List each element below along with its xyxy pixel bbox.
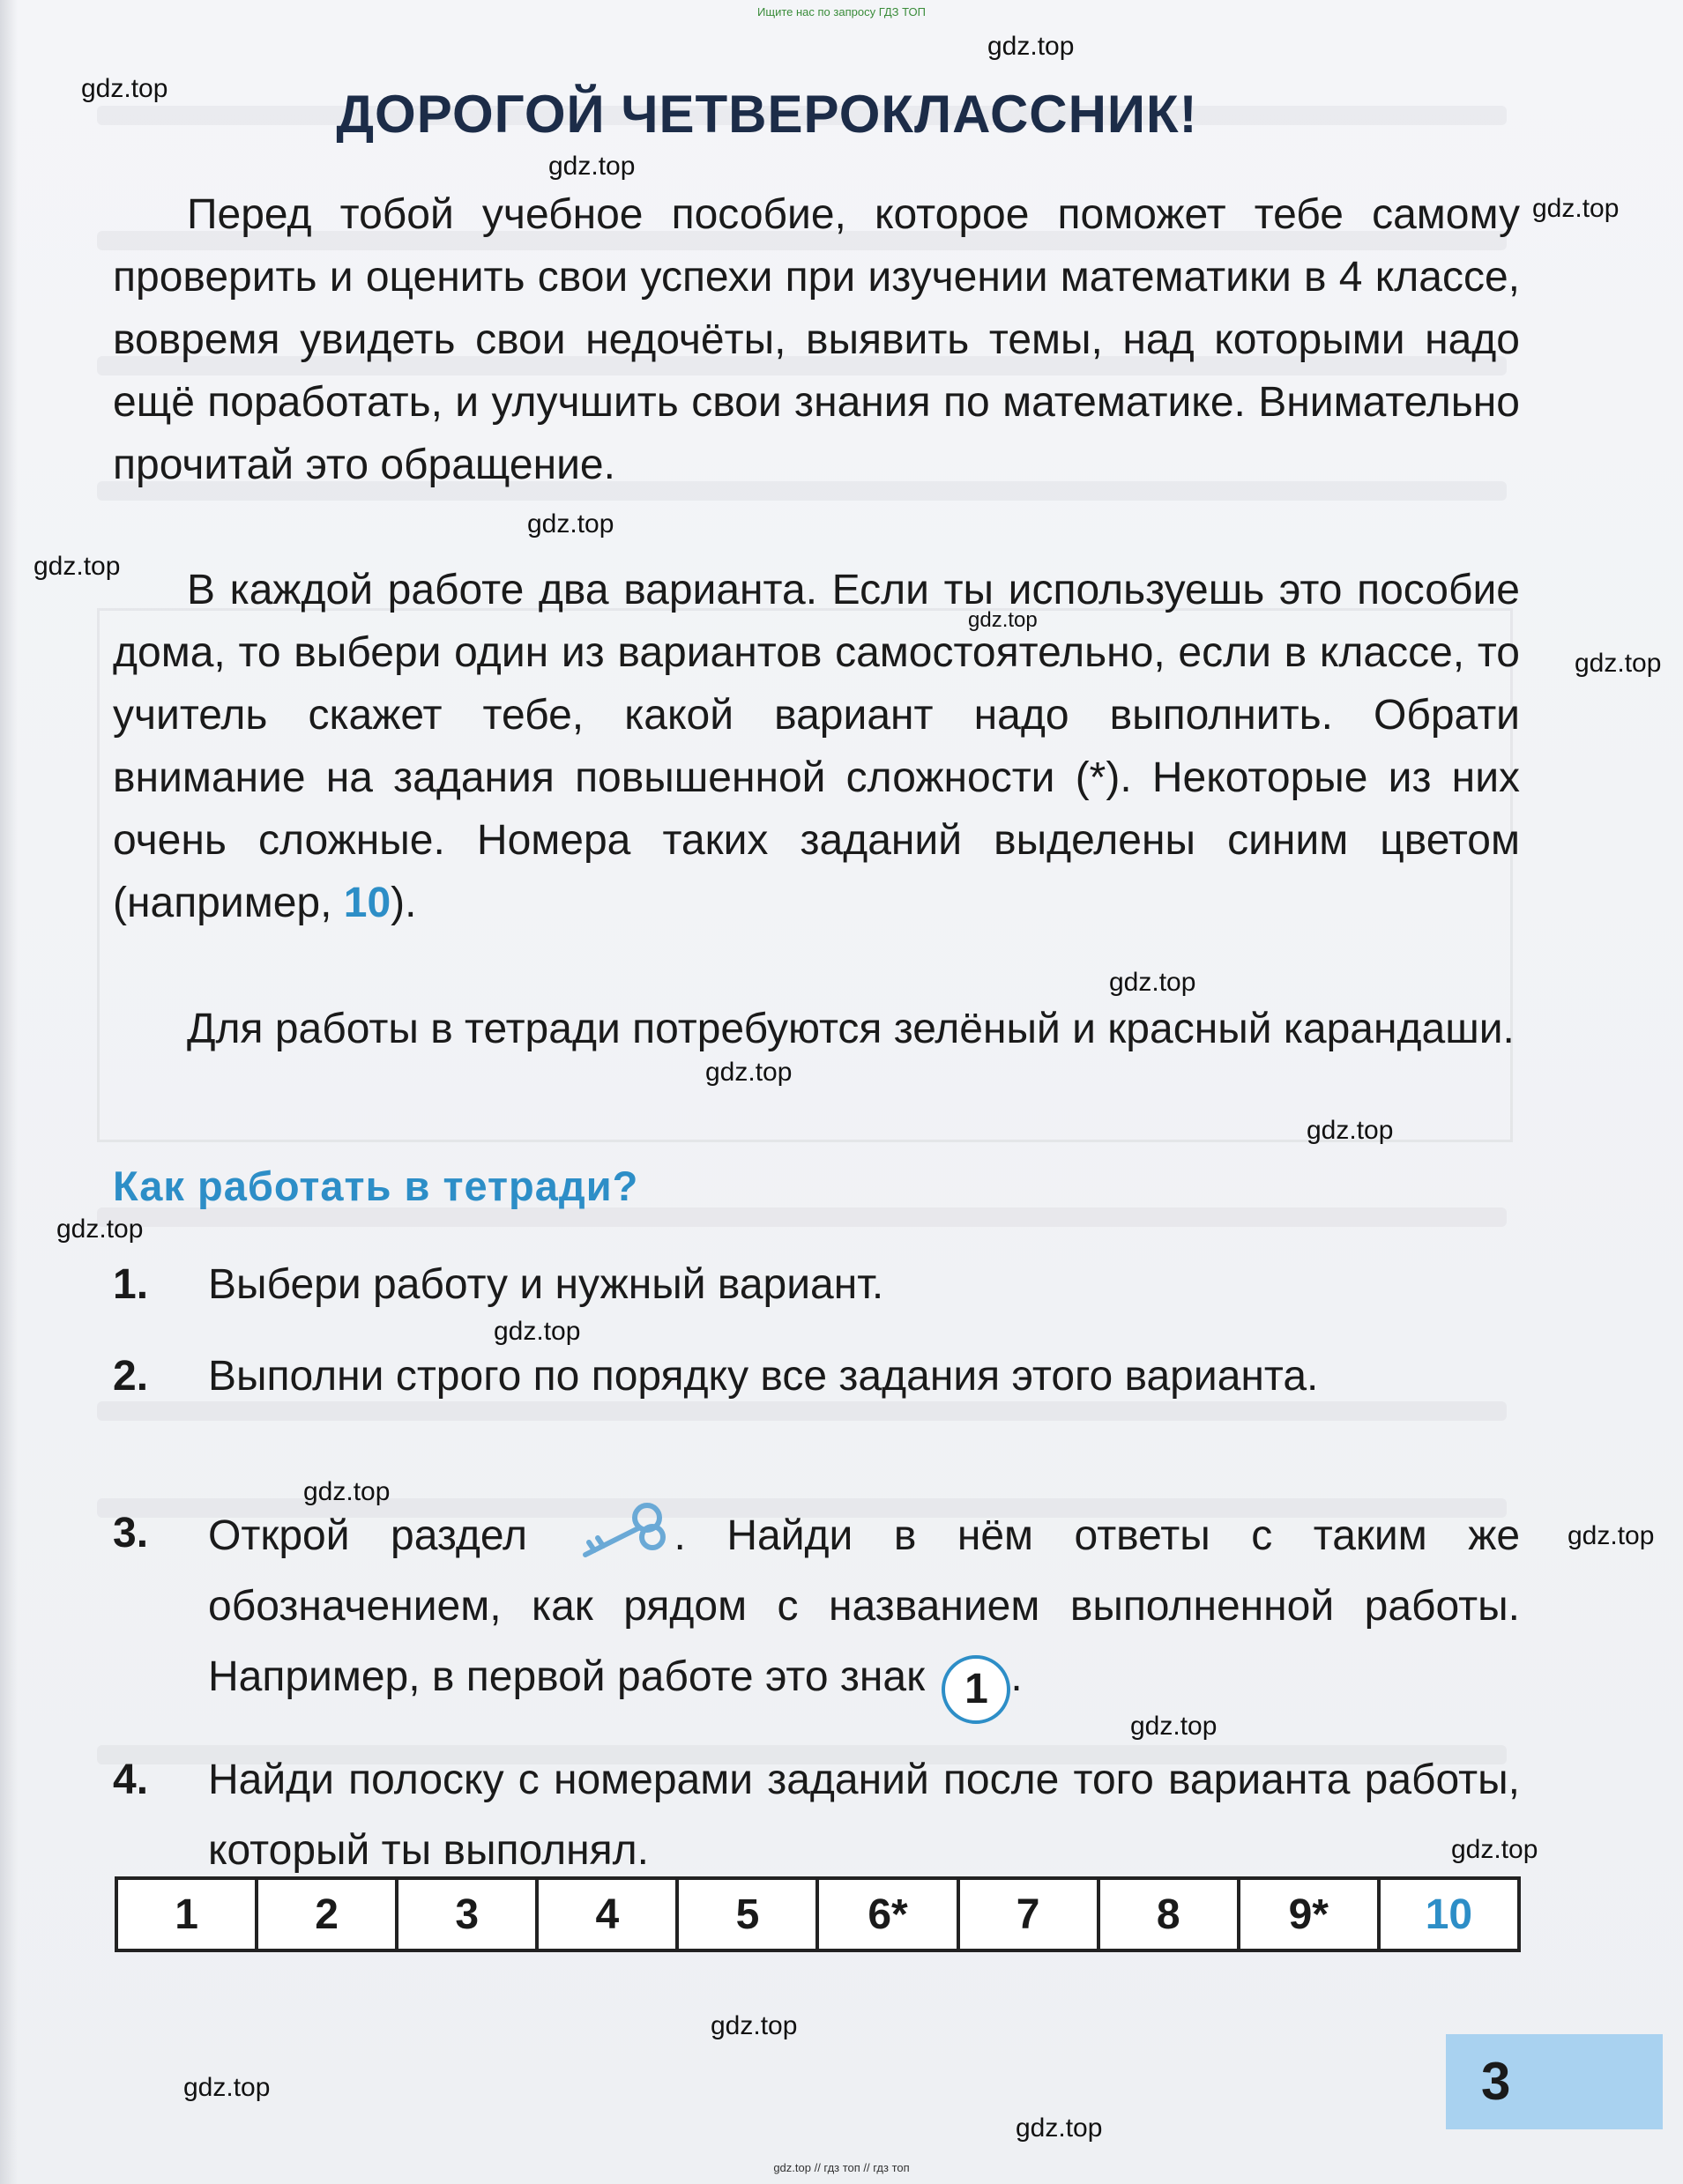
watermark: gdz.top xyxy=(81,74,168,103)
task-cell: 2 xyxy=(257,1878,397,1950)
watermark: gdz.top xyxy=(1130,1712,1218,1741)
bleed-through xyxy=(97,1207,1507,1227)
page-title: ДОРОГОЙ ЧЕТВЕРОКЛАССНИК! xyxy=(336,85,1198,144)
step-number: 2. xyxy=(113,1353,149,1400)
watermark: gdz.top xyxy=(1451,1835,1538,1864)
step-3-period: . xyxy=(1010,1653,1023,1700)
task-cell: 4 xyxy=(537,1878,677,1950)
watermark: gdz.top xyxy=(183,2073,271,2102)
step-number: 1. xyxy=(113,1261,149,1308)
step-3-text-start: Открой раздел xyxy=(208,1512,527,1559)
task-cell: 5 xyxy=(677,1878,817,1950)
key-icon xyxy=(568,1498,674,1560)
header-note: Ищите нас по запросу ГДЗ ТОП xyxy=(757,5,926,19)
example-task-number: 10 xyxy=(343,880,391,926)
watermark: gdz.top xyxy=(548,152,636,181)
intro-paragraph-2-text: В каждой работе два варианта. Если ты используешь это пособие дома, то выбери один из вариантов самостоятельно, если в классе, то учитель скажет тебе, какой вариант надо выполнить. Обрати внимание на задания повышенной сложности (*). Некоторые из них очень сложные. Номера таких заданий выделены синим цветом (например, xyxy=(113,567,1520,926)
watermark: gdz.top xyxy=(34,552,121,581)
task-cell: 9* xyxy=(1239,1878,1379,1950)
step-text: Выполни строго по порядку все задания этого варианта. xyxy=(208,1353,1319,1400)
task-cell: 6* xyxy=(817,1878,957,1950)
page-number-tab xyxy=(1446,2034,1663,2129)
watermark: gdz.top xyxy=(1016,2113,1103,2143)
task-cell: 7 xyxy=(958,1878,1098,1950)
intro-paragraph-2-end: ). xyxy=(391,880,417,926)
watermark: gdz.top xyxy=(705,1058,793,1087)
watermark: gdz.top xyxy=(494,1317,581,1346)
page-shadow xyxy=(0,0,18,2184)
step-text: Найди полоску с номерами заданий после того варианта работы, который ты выполнял. xyxy=(208,1757,1520,1874)
step-number: 4. xyxy=(113,1757,149,1803)
task-cell-advanced: 10 xyxy=(1379,1878,1519,1950)
task-cell: 8 xyxy=(1098,1878,1239,1950)
watermark: gdz.top xyxy=(527,509,614,539)
watermark: gdz.top xyxy=(1568,1521,1655,1550)
watermark: gdz.top xyxy=(968,608,1038,632)
footer-note: gdz.top // гдз топ // гдз топ xyxy=(773,2161,910,2174)
intro-paragraph-3: Для работы в тетради потребуются зелёный и красный карандаши. xyxy=(187,1006,1515,1052)
watermark: gdz.top xyxy=(56,1215,144,1244)
watermark: gdz.top xyxy=(1307,1116,1394,1145)
intro-paragraph-2 xyxy=(113,559,1520,934)
step-text: Выбери работу и нужный вариант. xyxy=(208,1261,884,1308)
step-number: 3. xyxy=(113,1510,149,1556)
task-cell: 1 xyxy=(116,1878,257,1950)
watermark: gdz.top xyxy=(303,1477,391,1506)
intro-paragraph-1: Перед тобой учебное пособие, которое поможет тебе самому проверить и оценить свои успехи при изучении математики в 4 классе, вовремя увидеть свои недочёты, выявить темы, над которыми надо ещё поработать, и улучшить свои знания по математике. Внимательно прочитай это обращение. xyxy=(113,191,1520,488)
watermark: gdz.top xyxy=(987,32,1075,61)
watermark: gdz.top xyxy=(1532,194,1620,223)
section-heading: Как работать в тетради? xyxy=(113,1163,639,1209)
watermark: gdz.top xyxy=(1109,968,1196,997)
task-number-strip xyxy=(115,1876,1521,1952)
page-number: 3 xyxy=(1481,2052,1511,2111)
work-sign-circle: 1 xyxy=(942,1655,1010,1724)
task-cell: 3 xyxy=(397,1878,537,1950)
watermark: gdz.top xyxy=(711,2011,798,2040)
watermark: gdz.top xyxy=(1575,649,1662,678)
step-3-text-end: . Найди в нём ответы с таким же обозначением, как рядом с названием выполненной работы. Например, в первой работе это знак xyxy=(208,1512,1521,1700)
step-text xyxy=(208,1498,1520,1724)
